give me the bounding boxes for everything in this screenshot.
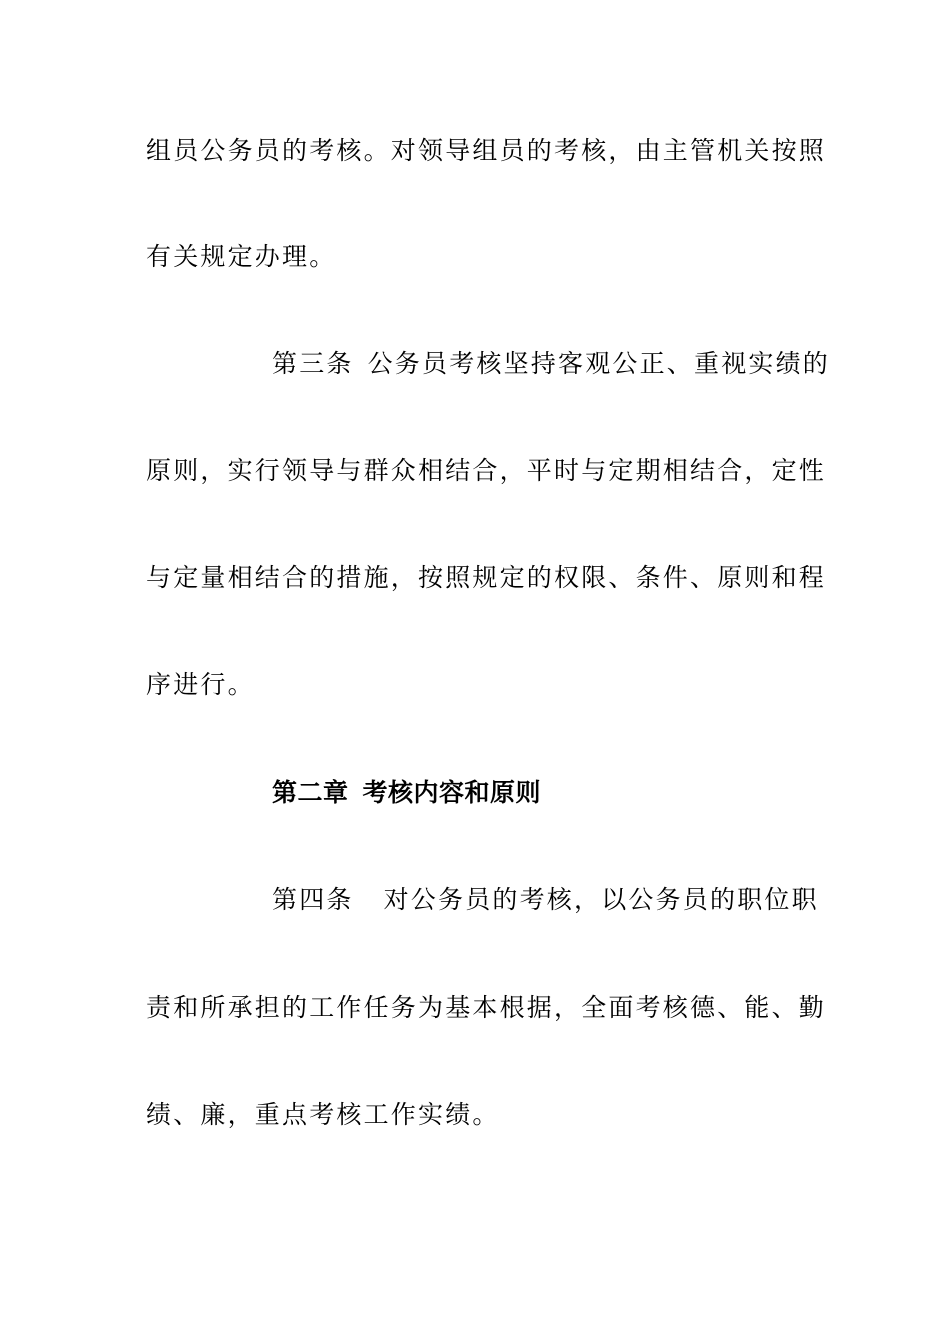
paragraph-line: [146, 240, 806, 274]
paragraph-line: [146, 454, 827, 488]
line-text: 与定量相结合的措施，按照规定的权限、条件、原则和程: [146, 563, 827, 592]
paragraph-line: [146, 561, 827, 595]
line-text: 对公务员的考核，以公务员的职位职: [383, 885, 819, 914]
article-4-line: [272, 883, 819, 917]
line-text: 公务员考核坚持客观公正、重视实绩的: [367, 349, 831, 378]
article-number: 第四条: [272, 885, 354, 914]
paragraph-line: [146, 668, 806, 702]
line-text: 绩、廉，重点考核工作实绩。: [146, 1100, 500, 1129]
chapter-title: 考核内容和原则: [362, 778, 542, 807]
paragraph-line: [146, 134, 827, 168]
line-text: 序进行。: [146, 670, 255, 699]
article-number: 第三条: [272, 349, 354, 378]
line-text: 有关规定办理。: [146, 242, 337, 271]
line-text: 组员公务员的考核。对领导组员的考核，由主管机关按照: [146, 136, 827, 165]
paragraph-line: [146, 1098, 806, 1132]
line-text: 责和所承担的工作任务为基本根据，全面考核德、能、勤: [146, 993, 827, 1022]
line-text: 原则，实行领导与群众相结合，平时与定期相结合，定性: [146, 456, 827, 485]
chapter-number: 第二章: [272, 778, 349, 807]
chapter-heading: [272, 776, 932, 810]
paragraph-line: [146, 991, 827, 1025]
article-3-line: [272, 347, 831, 381]
